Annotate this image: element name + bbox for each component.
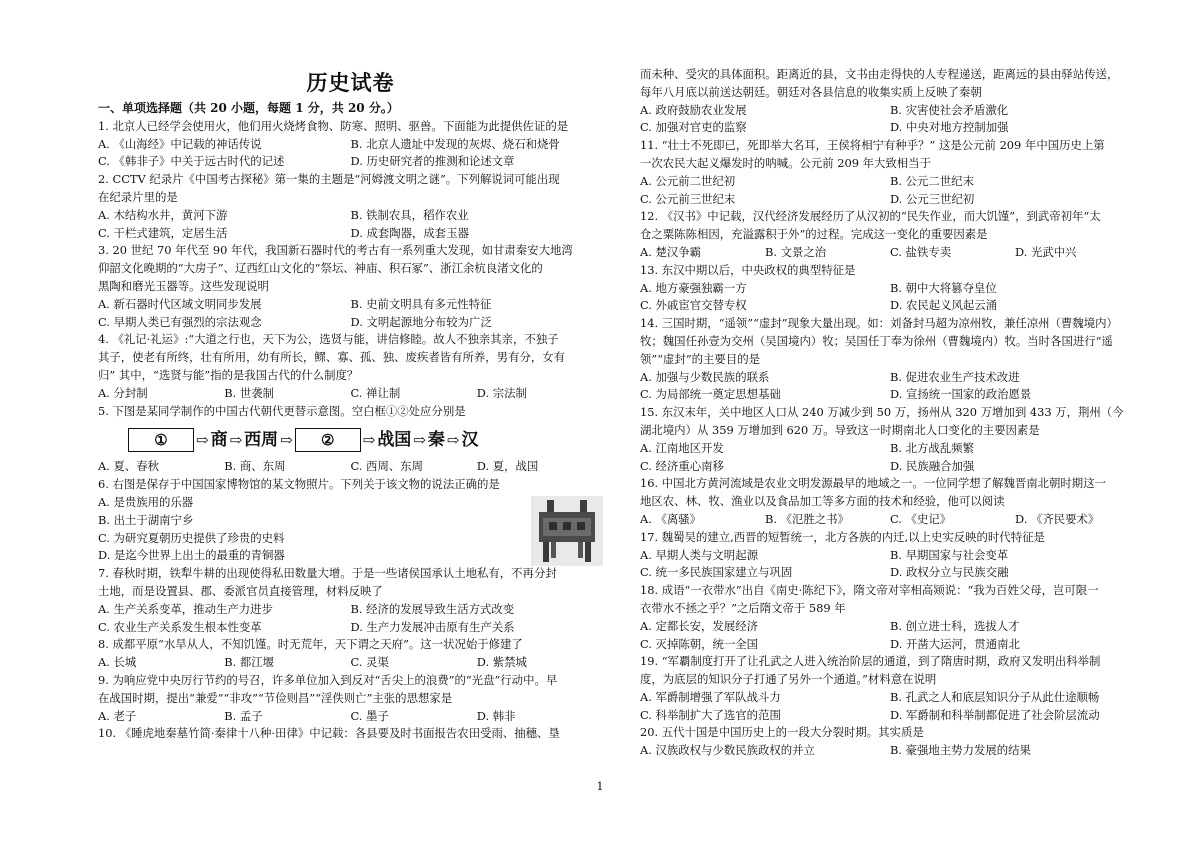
option-b: B. 灾害使社会矛盾激化 bbox=[890, 102, 1009, 117]
option-d: D. 宣扬统一国家的政治愿景 bbox=[890, 387, 1032, 402]
question-19 bbox=[640, 653, 1140, 724]
question-6 bbox=[98, 476, 603, 565]
option-a: A. 老子 bbox=[98, 708, 137, 723]
arrow-right-icon: ⇨ bbox=[362, 431, 376, 450]
option-c: C. 早期人类已有强烈的宗法观念 bbox=[98, 314, 262, 329]
option-d: D. 民族融合加强 bbox=[890, 458, 975, 473]
question-stem: 3. 20 世纪 70 年代至 90 年代，我国新石器时代的考古有一系列重大发现，如甘肃秦安大地湾 bbox=[98, 243, 573, 258]
option-d: D. 农民起义风起云涌 bbox=[890, 298, 998, 313]
question-stem: 土地，而是设置县、郡、委派官员直接管理，材料反映了 bbox=[98, 583, 383, 598]
option-b: B. 出土于湖南宁乡 bbox=[98, 512, 194, 527]
option-b: B. 早期国家与社会变革 bbox=[890, 547, 1009, 562]
right-column bbox=[640, 66, 1140, 760]
question-16 bbox=[640, 475, 1140, 528]
option-a: A. 夏、春秋 bbox=[98, 459, 160, 474]
question-stem: 10. 《睡虎地秦墓竹简·秦律十八种·田律》中记载：各县要及时书面报告农田受雨、抽穗、垦 bbox=[98, 726, 560, 741]
option-b: B. 世袭制 bbox=[224, 385, 275, 400]
option-c: C. 统一多民族国家建立与巩固 bbox=[640, 565, 793, 580]
option-a: A. 地方豪强独霸一方 bbox=[640, 280, 747, 295]
question-stem: 20. 五代十国是中国历史上的一段大分裂时期。其实质是 bbox=[640, 725, 924, 740]
option-a: A. 定都长安，发展经济 bbox=[640, 618, 758, 633]
question-8 bbox=[98, 636, 603, 672]
question-7 bbox=[98, 565, 603, 636]
option-b: B. 铁制农具，稻作农业 bbox=[350, 207, 469, 222]
option-c: C. 西周、东周 bbox=[350, 459, 424, 474]
question-stem: 度，为底层的知识分子打通了另外一个通道。”材料意在说明 bbox=[640, 672, 937, 687]
dynasty-label: 秦 bbox=[427, 430, 445, 451]
option-c: C. 《韩非子》中关于远古时代的记述 bbox=[98, 154, 285, 169]
option-a: A. 军爵制增强了军队战斗力 bbox=[640, 689, 781, 704]
question-stem: 衣带水不拯之乎？”之后隋文帝于 589 年 bbox=[640, 600, 846, 615]
option-a: A. 新石器时代区域文明同步发展 bbox=[98, 296, 262, 311]
question-stem: 8. 成都平原“水旱从人，不知饥馑。时无荒年，天下谓之天府”。这一状况始于修建了 bbox=[98, 637, 523, 652]
question-stem: 14. 三国时期，“遥领”“虚封”现象大量出现。如：刘备封马超为凉州牧，兼任凉州（曹魏境内） bbox=[640, 316, 1118, 331]
page-title: 历史试卷 bbox=[306, 70, 395, 95]
question-stem: 9. 为响应党中央厉行节约的号召，许多单位加入到反对“舌尖上的浪费”的“光盘”行动中。早 bbox=[98, 672, 558, 687]
option-d: D. 文明起源地分布较为广泛 bbox=[350, 314, 492, 329]
option-a: A. 公元前二世纪初 bbox=[640, 173, 736, 188]
dynasty-chain-diagram bbox=[128, 428, 603, 452]
dynasty-label: 汉 bbox=[461, 430, 479, 451]
question-stem: 1. 北京人已经学会使用火，他们用火烧烤食物、防寒、照明、驱兽。下面能为此提供佐证的是 bbox=[98, 118, 569, 133]
question-11 bbox=[640, 137, 1140, 208]
question-15 bbox=[640, 404, 1140, 475]
option-d: D. 政权分立与民族交融 bbox=[890, 565, 1009, 580]
arrow-right-icon: ⇨ bbox=[280, 431, 293, 450]
option-d: D. 成套陶器，成套玉器 bbox=[350, 225, 469, 240]
option-d: D. 历史研究者的推测和论述文章 bbox=[350, 154, 515, 169]
option-c: C. 为局部统一奠定思想基础 bbox=[640, 387, 781, 402]
section-heading: 一、单项选择题（共 20 小题，每题 1 分，共 20 分。） bbox=[98, 101, 399, 115]
option-b: B. 《氾胜之书》 bbox=[765, 511, 849, 526]
option-c: C. 灵渠 bbox=[350, 655, 389, 670]
option-b: B. 史前文明具有多元性特征 bbox=[350, 296, 492, 311]
option-a: A. 是贵族用的乐器 bbox=[98, 494, 194, 509]
option-a: A. 加强与少数民族的联系 bbox=[640, 369, 770, 384]
option-d: D. 开凿大运河，贯通南北 bbox=[890, 636, 1020, 651]
arrow-right-icon: ⇨ bbox=[229, 431, 243, 450]
option-d: D. 公元三世纪初 bbox=[890, 191, 975, 206]
question-13 bbox=[640, 262, 1140, 315]
question-stem: 一次农民大起义爆发时的呐喊。公元前 209 年大致相当于 bbox=[640, 155, 931, 170]
option-a: A. 《离骚》 bbox=[640, 511, 702, 526]
left-column bbox=[98, 62, 603, 743]
question-stem: 13. 东汉中期以后，中央政权的典型特征是 bbox=[640, 262, 856, 277]
question-stem: 18. 成语“一衣带水”出自《南史·陈纪下》，隋文帝对宰相高颎说：“我为百姓父母，岂可限一 bbox=[640, 583, 1099, 598]
option-d: D. 韩非 bbox=[476, 708, 516, 723]
option-b: B. 孔武之人和底层知识分子从此仕途顺畅 bbox=[890, 689, 1100, 704]
question-stem: 牧；魏国任孙壹为交州（吴国境内）牧；吴国任丁奉为徐州（曹魏境内）牧。当时各国进行“遥 bbox=[640, 333, 1113, 348]
arrow-right-icon: ⇨ bbox=[446, 431, 460, 450]
question-stem: 湖北境内）从 359 万增加到 620 万。导致这一时期南北人口变化的主要因素是 bbox=[640, 422, 1040, 437]
blank-box-2: ② bbox=[295, 428, 361, 452]
option-c: C. 科举制扩大了选官的范围 bbox=[640, 707, 781, 722]
option-c: C. 经济重心南移 bbox=[640, 458, 724, 473]
option-c: C. 为研究夏朝历史提供了珍贵的史料 bbox=[98, 530, 285, 545]
option-c: C. 灭掉陈朝，统一全国 bbox=[640, 636, 759, 651]
option-d: D. 光武中兴 bbox=[1015, 244, 1077, 259]
question-stem: 其子，使老有所终，壮有所用，幼有所长，鳏、寡、孤、独、废疾者皆有所养，男有分，女有 bbox=[98, 350, 566, 365]
option-d: D. 《齐民要术》 bbox=[1015, 511, 1100, 526]
question-stem: 而未种、受灾的具体面积。距离近的县，文书由走得快的人专程递送，距离远的县由驿站传送， bbox=[640, 67, 1119, 81]
option-a: A. 木结构水井，黄河下游 bbox=[98, 207, 228, 222]
option-c: C. 公元前三世纪末 bbox=[640, 191, 736, 206]
question-9 bbox=[98, 672, 603, 725]
dynasty-label: 西周 bbox=[244, 430, 279, 451]
option-d: D. 中央对地方控制加强 bbox=[890, 120, 1009, 135]
option-a: A. 汉族政权与少数民族政权的并立 bbox=[640, 743, 815, 758]
question-1 bbox=[98, 118, 603, 171]
option-b: B. 商、东周 bbox=[224, 459, 286, 474]
question-stem: 16. 中国北方黄河流域是农业文明发源最早的地域之一。一位同学想了解魏晋南北朝时期这一 bbox=[640, 476, 1106, 491]
question-stem: 11. “壮士不死即已，死即举大名耳，王侯将相宁有种乎？” 这是公元前 209 年中国历史上第 bbox=[640, 138, 1105, 153]
question-17 bbox=[640, 529, 1140, 582]
option-d: D. 生产力发展冲击原有生产关系 bbox=[350, 619, 515, 634]
option-c: C. 外戚宦官交替专权 bbox=[640, 298, 747, 313]
question-stem: 仓之粟陈陈相因，充溢露积于外”的过程。完成这一变化的重要因素是 bbox=[640, 227, 988, 242]
question-stem: 17. 魏蜀吴的建立,西晋的短暂统一，北方各族的内迁,以上史实反映的时代特征是 bbox=[640, 529, 1045, 544]
arrow-right-icon: ⇨ bbox=[413, 431, 426, 450]
option-d: D. 紫禁城 bbox=[476, 655, 527, 670]
option-a: A. 政府鼓励农业发展 bbox=[640, 102, 747, 117]
dynasty-label: 战国 bbox=[377, 430, 412, 451]
option-b: B. 豪强地主势力发展的结果 bbox=[890, 743, 1031, 758]
question-2 bbox=[98, 171, 603, 242]
option-b: B. 北京人遗址中发现的灰烬、烧石和烧骨 bbox=[350, 136, 560, 151]
blank-box-1: ① bbox=[128, 428, 194, 452]
option-a: A. 楚汉争霸 bbox=[640, 244, 702, 259]
question-stem: 归” 其中，“选贤与能”指的是我国古代的什么制度？ bbox=[98, 367, 359, 382]
option-b: B. 朝中大将篡夺皇位 bbox=[890, 280, 997, 295]
question-stem: 6. 右图是保存于中国国家博物馆的某文物照片。下列关于该文物的说法正确的是 bbox=[98, 477, 500, 492]
option-c: C. 干栏式建筑，定居生活 bbox=[98, 225, 228, 240]
option-a: A. 长城 bbox=[98, 655, 137, 670]
question-14 bbox=[640, 315, 1140, 404]
option-d: D. 夏，战国 bbox=[476, 459, 539, 474]
option-b: B. 孟子 bbox=[224, 708, 263, 723]
option-b: B. 公元二世纪末 bbox=[890, 173, 974, 188]
option-b: B. 都江堰 bbox=[224, 655, 275, 670]
question-stem: 15. 东汉末年，关中地区人口从 240 万减少到 50 万，扬州从 320 万增加到 433 万，荆州（今 bbox=[640, 405, 1124, 420]
question-4 bbox=[98, 331, 603, 402]
question-10-cont bbox=[640, 66, 1140, 137]
option-a: A. 《山海经》中记载的神话传说 bbox=[98, 136, 262, 151]
question-stem: 12. 《汉书》中记载，汉代经济发展经历了从汉初的“民失作业，而大饥馑”，到武帝初年“太 bbox=[640, 209, 1101, 224]
page-number: 1 bbox=[596, 780, 604, 793]
option-d: D. 宗法制 bbox=[476, 385, 527, 400]
question-stem: 仰韶文化晚期的“大房子”、辽西红山文化的“祭坛、神庙、积石冢”、浙江余杭良渚文化的 bbox=[98, 261, 543, 276]
option-b: B. 促进农业生产技术改进 bbox=[890, 369, 1020, 384]
question-stem: 19. “军覇制度打开了让孔武之人进入统治阶层的通道，到了隋唐时期，政府又发明出科举制 bbox=[640, 654, 1101, 669]
question-stem: 每年八月底以前送达朝廷。朝廷对各县信息的收集实质上反映了秦朝 bbox=[640, 84, 982, 99]
question-12 bbox=[640, 208, 1140, 261]
question-stem: 黑陶和磨光玉器等。这些发现说明 bbox=[98, 278, 269, 293]
option-d: D. 军爵制和科举制都促进了社会阶层流动 bbox=[890, 707, 1100, 722]
option-d: D. 是迄今世界上出土的最重的青铜器 bbox=[98, 548, 285, 563]
option-c: C. 盐铁专卖 bbox=[890, 244, 952, 259]
option-c: C. 禅让制 bbox=[350, 385, 401, 400]
question-stem: 5. 下图是某同学制作的中国古代朝代更替示意图。空白框①②处应分别是 bbox=[98, 403, 466, 418]
question-stem: 地区农、林、牧、渔业以及食品加工等多方面的技术和经验，他可以阅读 bbox=[640, 494, 1005, 509]
option-a: A. 江南地区开发 bbox=[640, 440, 724, 455]
question-stem: 4. 《礼记·礼运》:“大道之行也，天下为公，选贤与能，讲信修睦。故人不独亲其亲，不独子 bbox=[98, 332, 559, 347]
arrow-right-icon: ⇨ bbox=[196, 431, 209, 450]
question-stem: 在战国时期，提出“兼爱”“非攻”“节俭则昌”“淫佚则亡”主张的思想家是 bbox=[98, 690, 453, 705]
question-18 bbox=[640, 582, 1140, 653]
question-10-start bbox=[98, 725, 603, 743]
question-20 bbox=[640, 724, 1140, 760]
question-3 bbox=[98, 242, 603, 331]
option-a: A. 分封制 bbox=[98, 385, 148, 400]
question-stem: 7. 春秋时期，铁犁牛耕的出现使得私田数量大增。于是一些诸侯国承认土地私有，不再分封 bbox=[98, 566, 557, 581]
question-5 bbox=[98, 403, 603, 477]
option-c: C. 《史记》 bbox=[890, 511, 952, 526]
option-c: C. 农业生产关系发生根本性变革 bbox=[98, 619, 262, 634]
option-c: C. 加强对官吏的监察 bbox=[640, 120, 747, 135]
dynasty-label: 商 bbox=[210, 430, 228, 451]
question-stem: 领”“虚封”的主要目的是 bbox=[640, 351, 760, 366]
option-b: B. 经济的发展导致生活方式改变 bbox=[350, 601, 515, 616]
option-b: B. 创立进士科，选拔人才 bbox=[890, 618, 1020, 633]
option-b: B. 文景之治 bbox=[765, 244, 827, 259]
option-b: B. 北方战乱频繁 bbox=[890, 440, 974, 455]
option-a: A. 生产关系变革，推动生产力进步 bbox=[98, 601, 273, 616]
bronze-ding-icon bbox=[531, 496, 603, 566]
option-c: C. 墨子 bbox=[350, 708, 389, 723]
question-stem: 在纪录片里的是 bbox=[98, 189, 178, 204]
option-a: A. 早期人类与文明起源 bbox=[640, 547, 758, 562]
question-stem: 2. CCTV 纪录片《中国考古探秘》第一集的主题是“河姆渡文明之谜”。下列解说词可能出现 bbox=[98, 172, 560, 187]
